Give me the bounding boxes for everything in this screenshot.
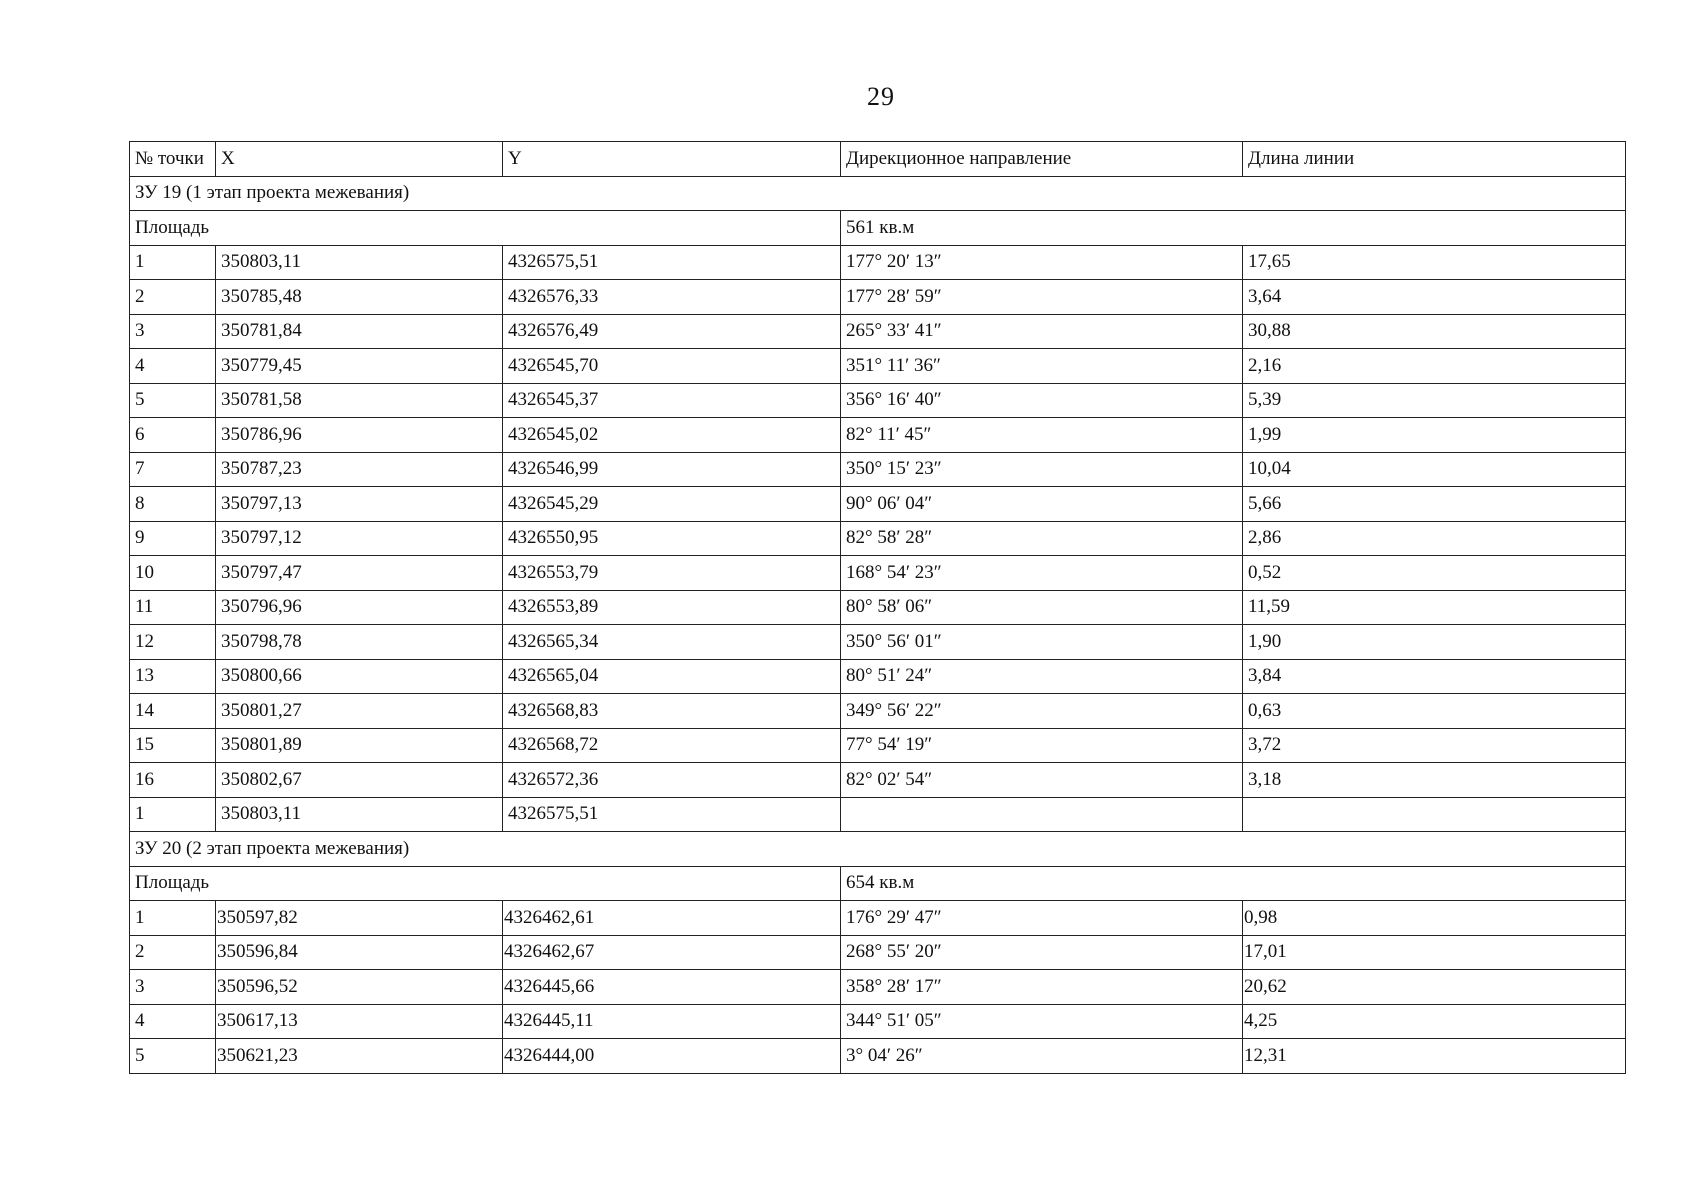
cell-point-number: 5	[130, 383, 216, 418]
cell-y-coordinate: 4326565,34	[503, 625, 841, 660]
table-row	[130, 556, 1626, 591]
cell-line-length: 1,99	[1243, 418, 1626, 453]
cell-x-coordinate: 350779,45	[216, 349, 503, 384]
area-row	[130, 211, 1626, 246]
cell-line-length: 5,39	[1243, 383, 1626, 418]
cell-line-length: 1,90	[1243, 625, 1626, 660]
cell-y-coordinate: 4326553,79	[503, 556, 841, 591]
cell-x-coordinate: 350800,66	[216, 659, 503, 694]
cell-y-coordinate: 4326545,29	[503, 487, 841, 522]
cell-line-length: 12,31	[1243, 1039, 1626, 1074]
cell-x-coordinate: 350781,84	[216, 314, 503, 349]
table-row	[130, 590, 1626, 625]
cell-y-coordinate: 4326445,11	[503, 1004, 841, 1039]
cell-point-number: 15	[130, 728, 216, 763]
cell-direction: 268° 55′ 20″	[841, 935, 1243, 970]
cell-direction: 80° 51′ 24″	[841, 659, 1243, 694]
cell-x-coordinate: 350597,82	[216, 901, 503, 936]
table-row	[130, 349, 1626, 384]
cell-line-length: 17,01	[1243, 935, 1626, 970]
cell-direction: 177° 20′ 13″	[841, 245, 1243, 280]
cell-y-coordinate: 4326550,95	[503, 521, 841, 556]
cell-direction: 82° 58′ 28″	[841, 521, 1243, 556]
cell-x-coordinate: 350796,96	[216, 590, 503, 625]
cell-point-number: 6	[130, 418, 216, 453]
cell-x-coordinate: 350596,52	[216, 970, 503, 1005]
table-row	[130, 935, 1626, 970]
area-label: Площадь	[130, 211, 841, 246]
cell-point-number: 2	[130, 280, 216, 315]
cell-line-length: 11,59	[1243, 590, 1626, 625]
cell-x-coordinate: 350781,58	[216, 383, 503, 418]
cell-point-number: 7	[130, 452, 216, 487]
cell-x-coordinate: 350596,84	[216, 935, 503, 970]
cell-line-length: 3,18	[1243, 763, 1626, 798]
cell-point-number: 1	[130, 797, 216, 832]
cell-point-number: 1	[130, 901, 216, 936]
table-row	[130, 418, 1626, 453]
area-value: 654 кв.м	[841, 866, 1626, 901]
table-row	[130, 452, 1626, 487]
cell-x-coordinate: 350797,13	[216, 487, 503, 522]
table-row	[130, 659, 1626, 694]
cell-point-number: 12	[130, 625, 216, 660]
cell-y-coordinate: 4326462,67	[503, 935, 841, 970]
cell-x-coordinate: 350803,11	[216, 797, 503, 832]
cell-direction: 177° 28′ 59″	[841, 280, 1243, 315]
coordinates-table	[129, 141, 1626, 1074]
cell-point-number: 8	[130, 487, 216, 522]
cell-y-coordinate: 4326546,99	[503, 452, 841, 487]
table-row	[130, 728, 1626, 763]
cell-x-coordinate: 350797,47	[216, 556, 503, 591]
cell-x-coordinate: 350798,78	[216, 625, 503, 660]
section-title: ЗУ 20 (2 этап проекта межевания)	[130, 832, 1626, 867]
table-row	[130, 383, 1626, 418]
cell-y-coordinate: 4326545,70	[503, 349, 841, 384]
cell-y-coordinate: 4326444,00	[503, 1039, 841, 1074]
cell-point-number: 11	[130, 590, 216, 625]
cell-direction: 168° 54′ 23″	[841, 556, 1243, 591]
area-label: Площадь	[130, 866, 841, 901]
table-row	[130, 625, 1626, 660]
table-row	[130, 245, 1626, 280]
cell-x-coordinate: 350801,27	[216, 694, 503, 729]
cell-y-coordinate: 4326575,51	[503, 797, 841, 832]
cell-x-coordinate: 350801,89	[216, 728, 503, 763]
section-title-row	[130, 832, 1626, 867]
cell-line-length: 3,84	[1243, 659, 1626, 694]
cell-line-length: 5,66	[1243, 487, 1626, 522]
cell-x-coordinate: 350617,13	[216, 1004, 503, 1039]
cell-line-length	[1243, 797, 1626, 832]
section-title-row	[130, 176, 1626, 211]
cell-line-length: 0,52	[1243, 556, 1626, 591]
cell-direction: 176° 29′ 47″	[841, 901, 1243, 936]
table-row	[130, 763, 1626, 798]
cell-point-number: 16	[130, 763, 216, 798]
cell-line-length: 4,25	[1243, 1004, 1626, 1039]
cell-direction: 90° 06′ 04″	[841, 487, 1243, 522]
area-row	[130, 866, 1626, 901]
cell-x-coordinate: 350785,48	[216, 280, 503, 315]
cell-point-number: 2	[130, 935, 216, 970]
cell-y-coordinate: 4326576,33	[503, 280, 841, 315]
cell-direction: 82° 02′ 54″	[841, 763, 1243, 798]
cell-y-coordinate: 4326576,49	[503, 314, 841, 349]
area-value: 561 кв.м	[841, 211, 1626, 246]
section-title: ЗУ 19 (1 этап проекта межевания)	[130, 176, 1626, 211]
cell-y-coordinate: 4326545,37	[503, 383, 841, 418]
cell-y-coordinate: 4326565,04	[503, 659, 841, 694]
cell-direction: 358° 28′ 17″	[841, 970, 1243, 1005]
cell-y-coordinate: 4326445,66	[503, 970, 841, 1005]
table-row	[130, 280, 1626, 315]
cell-line-length: 0,98	[1243, 901, 1626, 936]
cell-direction: 356° 16′ 40″	[841, 383, 1243, 418]
cell-x-coordinate: 350802,67	[216, 763, 503, 798]
cell-line-length: 17,65	[1243, 245, 1626, 280]
cell-point-number: 10	[130, 556, 216, 591]
cell-direction: 350° 56′ 01″	[841, 625, 1243, 660]
cell-x-coordinate: 350787,23	[216, 452, 503, 487]
cell-y-coordinate: 4326575,51	[503, 245, 841, 280]
cell-line-length: 0,63	[1243, 694, 1626, 729]
cell-direction: 344° 51′ 05″	[841, 1004, 1243, 1039]
cell-point-number: 4	[130, 1004, 216, 1039]
cell-line-length: 2,86	[1243, 521, 1626, 556]
cell-line-length: 2,16	[1243, 349, 1626, 384]
header-point-number: № точки	[130, 142, 216, 177]
cell-x-coordinate: 350803,11	[216, 245, 503, 280]
cell-line-length: 30,88	[1243, 314, 1626, 349]
header-x: X	[216, 142, 503, 177]
cell-y-coordinate: 4326545,02	[503, 418, 841, 453]
cell-point-number: 4	[130, 349, 216, 384]
cell-x-coordinate: 350786,96	[216, 418, 503, 453]
cell-y-coordinate: 4326568,83	[503, 694, 841, 729]
cell-direction: 77° 54′ 19″	[841, 728, 1243, 763]
table-body	[130, 176, 1626, 1073]
cell-line-length: 20,62	[1243, 970, 1626, 1005]
cell-direction: 3° 04′ 26″	[841, 1039, 1243, 1074]
table-row	[130, 970, 1626, 1005]
cell-y-coordinate: 4326568,72	[503, 728, 841, 763]
table-header-row	[130, 142, 1626, 177]
table-row	[130, 314, 1626, 349]
cell-direction: 80° 58′ 06″	[841, 590, 1243, 625]
cell-direction: 350° 15′ 23″	[841, 452, 1243, 487]
page-number: 29	[867, 82, 895, 111]
table-row	[130, 694, 1626, 729]
table-row	[130, 797, 1626, 832]
cell-point-number: 9	[130, 521, 216, 556]
cell-x-coordinate: 350797,12	[216, 521, 503, 556]
cell-point-number: 1	[130, 245, 216, 280]
cell-point-number: 14	[130, 694, 216, 729]
cell-point-number: 3	[130, 314, 216, 349]
cell-direction	[841, 797, 1243, 832]
table-row	[130, 487, 1626, 522]
header-y: Y	[503, 142, 841, 177]
header-line-length: Длина линии	[1243, 142, 1626, 177]
cell-direction: 351° 11′ 36″	[841, 349, 1243, 384]
header-direction: Дирекционное направление	[841, 142, 1243, 177]
cell-x-coordinate: 350621,23	[216, 1039, 503, 1074]
cell-y-coordinate: 4326553,89	[503, 590, 841, 625]
cell-line-length: 3,64	[1243, 280, 1626, 315]
cell-direction: 349° 56′ 22″	[841, 694, 1243, 729]
cell-point-number: 13	[130, 659, 216, 694]
cell-point-number: 5	[130, 1039, 216, 1074]
cell-direction: 82° 11′ 45″	[841, 418, 1243, 453]
cell-line-length: 10,04	[1243, 452, 1626, 487]
cell-direction: 265° 33′ 41″	[841, 314, 1243, 349]
cell-y-coordinate: 4326462,61	[503, 901, 841, 936]
cell-point-number: 3	[130, 970, 216, 1005]
cell-line-length: 3,72	[1243, 728, 1626, 763]
table-row	[130, 901, 1626, 936]
cell-y-coordinate: 4326572,36	[503, 763, 841, 798]
table-row	[130, 1039, 1626, 1074]
table-row	[130, 1004, 1626, 1039]
table-row	[130, 521, 1626, 556]
